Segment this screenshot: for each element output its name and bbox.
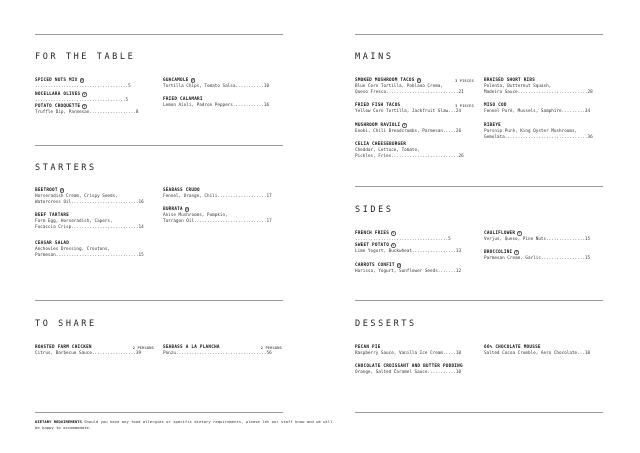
menu-item-celia-cheeseburger: CELIA CHEESEBURGER Cheddar, Lettuce, Tomato, Pickles, Fries..........................26 xyxy=(355,142,464,160)
vegan-icon: V xyxy=(191,78,194,82)
menu-item-chocolate-croissant-pudding: CHOCOLATE CROISSANT AND BUTTER PUDDING Orange, Salted Caramel Sauce...........10 xyxy=(355,364,463,376)
vegan-icon: V xyxy=(80,78,83,82)
divider xyxy=(35,34,283,35)
vegan-icon: V xyxy=(518,231,521,235)
section-title-sides: SIDES xyxy=(355,205,394,215)
vegan-icon: V xyxy=(392,243,395,247)
menu-item-cauliflower: CAULIFLOWER V Verjus, Queso, Pine Nuts...............15 xyxy=(484,231,591,243)
menu-item-potato-croquette: POTATO CROQUETTE V Truffle Dip, Parmesan..................8 xyxy=(35,104,139,116)
menu-item-nocellara-olives: NOCELLARA OLIVES V ...................................5 xyxy=(35,92,129,104)
menu-item-roasted-farm-chicken: ROASTED FARM CHICKEN 2 PERSONS Citrus, Barbecue Sauce.................39 xyxy=(35,345,154,357)
section-title-mains: MAINS xyxy=(355,52,394,62)
divider xyxy=(355,34,603,35)
menu-item-beef-tartare: BEEF TARTARE Farm Egg, Horseradish, Capers, Focaccia Crisp..........................14 xyxy=(35,213,144,231)
menu-item-carrots-confit: CARROTS CONFIT V Harissa, Yogurt, Sunflower Seeds.......12 xyxy=(355,263,462,275)
menu-item-burrata: BURRATA V Anise Mushrooms, Pumpkin, Tarragon Oil............................17 xyxy=(163,207,272,225)
section-title-for-the-table: FOR THE TABLE xyxy=(35,52,136,62)
vegan-icon: V xyxy=(515,250,518,254)
divider xyxy=(35,300,283,301)
menu-item-broccolini: BROCCOLINI V Parmesan Cream, Garlic.................15 xyxy=(484,250,591,262)
menu-item-french-fries: FRENCH FRIES V ....................................5 xyxy=(355,231,451,243)
vegan-icon: V xyxy=(83,92,86,96)
divider xyxy=(355,186,603,187)
vegan-icon: V xyxy=(417,78,420,82)
section-title-desserts: DESSERTS xyxy=(355,319,417,329)
menu-item-guacamole: GUACAMOLE V Tortilla Chips, Tomato Salsa...........10 xyxy=(163,78,270,90)
section-title-to-share: TO SHARE xyxy=(35,319,97,329)
menu-item-beetroot: BEETROOT V Horseradish Cream, Crispy Seeds, Watercress Oil..........................16 xyxy=(35,188,144,206)
menu-item-seabass-crudo: SEABASS CRUDO Fennel, Orange, Chili...................17 xyxy=(163,188,272,200)
menu-item-sweet-potato: SWEET POTATO V Lime Yogurt, Buckwheat.................13 xyxy=(355,243,462,255)
vegan-icon: V xyxy=(83,104,86,108)
divider xyxy=(355,300,603,301)
menu-item-smoked-mushroom-tacos: SMOKED MUSHROOM TACOS V 3 PIECES Blue Corn Tortilla, Poblano Crema, Queso Fresco............................21 xyxy=(355,78,474,96)
menu-item-pecan-pie: PECAN PIE Raspberry Sauce, Vanilla Ice Cream.....10 xyxy=(355,345,462,357)
menu-item-fried-fish-tacos: FRIED FISH TACOS 3 PIECES Yellow Corn Tortilla, Jackfruit Slaw...24 xyxy=(355,103,474,115)
menu-item-chocolate-mousse: 66% CHOCOLATE MOUSSE Salted Cocoa Crumble, Aero Chocolate...10 xyxy=(484,345,591,357)
dietary-requirements-note: DIETARY REQUIREMENTS Should you have any food allergies or specific dietary requirements, please let our staff know and we will be happy to accommodate. xyxy=(35,419,333,430)
menu-item-ceasar-salad: CEASAR SALAD Anchovies Dressing, Croutons, Parmesan................................15 xyxy=(35,241,144,259)
menu-item-mushroom-ravioli: MUSHROOM RAVIOLI V Enoki, Chili Breadcrumbs, Parmesan.....26 xyxy=(355,123,462,135)
section-title-starters: STARTERS xyxy=(35,163,97,173)
menu-item-fried-calamari: FRIED CALAMARI Lemon Aioli, Padron Peppers............16 xyxy=(163,97,270,109)
vegan-icon: V xyxy=(60,188,64,192)
menu-item-ribeye: RIBEYE Parsnip Purè, King Oyster Mushrooms, Gemolata................................36 xyxy=(484,123,593,141)
menu-item-seabass-a-la-plancha: SEABASS A LA PLANCHA 2 PERSONS Ponzu...................................56 xyxy=(163,345,282,357)
vegan-icon: V xyxy=(392,231,395,235)
divider xyxy=(35,412,283,413)
menu-item-braised-short-ribs: BRAISED SHORT RIBS Polenta, Butternut Squash, Madeira Sauce...........................28 xyxy=(484,78,593,96)
divider xyxy=(355,412,603,413)
menu-item-miso-cod: MISO COD Fennel Purè, Mussels, Samphire.........34 xyxy=(484,103,591,115)
vegan-icon: V xyxy=(397,263,401,267)
vegan-icon: V xyxy=(186,207,189,211)
vegan-icon: V xyxy=(403,123,406,127)
menu-item-spiced-nuts: SPICED NUTS MIX V ....................................5 xyxy=(35,78,131,90)
divider xyxy=(35,145,283,146)
